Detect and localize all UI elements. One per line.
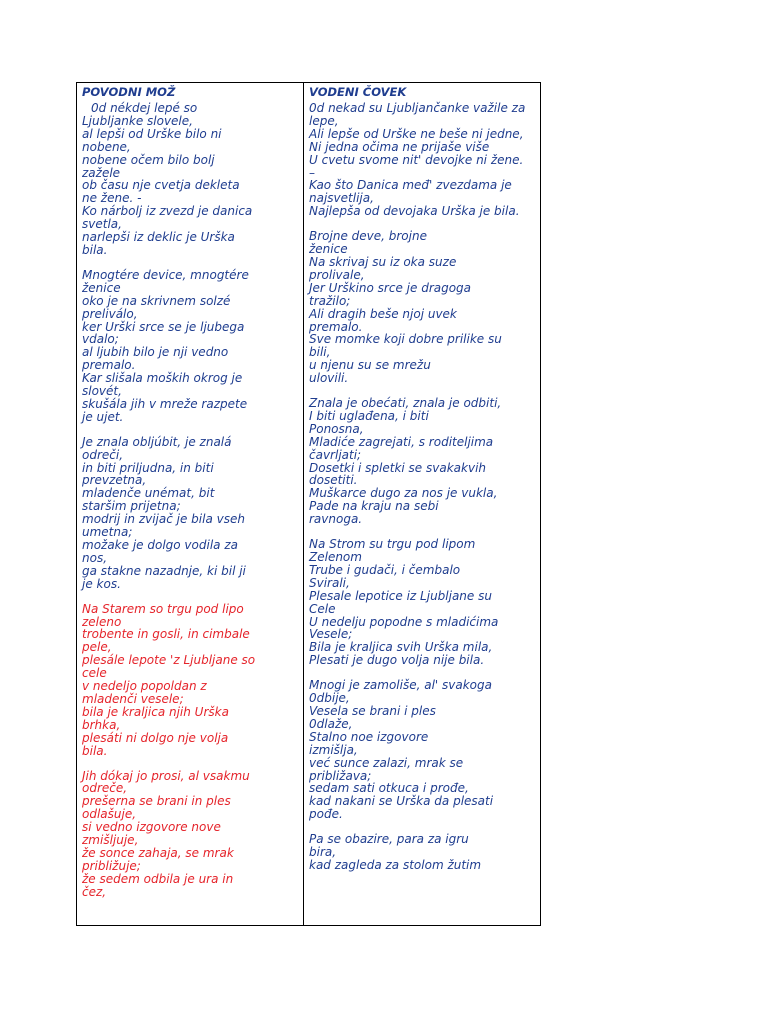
poem-line: –: [309, 165, 315, 180]
right-column-cell: [304, 83, 541, 926]
left-column-heading: POVODNI MOŽ: [82, 85, 176, 99]
poem-line: ravnoga.: [309, 512, 363, 527]
poem-line: nobene očem bilo bolj: [82, 152, 215, 167]
poem-line: prolivale,: [309, 267, 365, 282]
poem-line: pele,: [82, 640, 112, 655]
left-column-cell: [77, 83, 304, 926]
poem-line: premalo.: [309, 319, 363, 334]
poem-line: čez,: [82, 884, 107, 899]
poem-line: slovét,: [82, 384, 122, 399]
poem-line: ženice: [309, 242, 348, 257]
poem-line: ker Urški srce se je ljubega: [82, 319, 245, 334]
poem-line: že sonce zahaja, se mrak: [82, 845, 234, 860]
poem-line: Cele: [309, 601, 336, 616]
poem-line: Na Strom su trgu pod lipom: [309, 537, 476, 552]
poem-line: najsvetlija,: [309, 191, 374, 206]
poem-line: odreče,: [82, 781, 128, 796]
stanza: [309, 679, 535, 821]
right-column-heading: VODENI ČOVEK: [309, 85, 407, 99]
poem-line: izmišlja,: [309, 742, 358, 757]
poem-line: sedam sati otkuca i prođe,: [309, 781, 469, 796]
poem-line: je kos.: [82, 576, 121, 591]
poem-line: Dosetki i spletki se svakakvih: [309, 460, 487, 475]
poem-line: ga stakne nazadnje, ki bil ji: [82, 563, 246, 578]
poem-line: pođe.: [309, 807, 343, 822]
poem-line: Je znala obljúbit, je znalá: [82, 434, 232, 449]
poem-line: Jer Urškino srce je dragoga: [309, 280, 472, 295]
poem-line: Pade na kraju na sebi: [309, 499, 439, 514]
poem-line: preliválo,: [82, 306, 138, 321]
poem-line: Vesela se brani i ples: [309, 703, 436, 718]
poem-line: 0d nékdej lepé so: [91, 101, 198, 115]
poem-line: bila.: [82, 242, 108, 257]
poem-line: narlepši iz deklic je Urška: [82, 230, 235, 245]
poem-line: cele: [82, 666, 107, 681]
poem-line: U cvetu svome nit' devojke ni žene.: [309, 152, 524, 167]
poem-line: Ali lepše od Urške ne beše ni jedne,: [309, 126, 524, 141]
poem-line: ne žene. -: [82, 191, 142, 206]
poem-line: zmišljuje,: [82, 833, 139, 848]
left-poem-text: [82, 102, 298, 899]
poem-line: dosetiti.: [309, 473, 358, 488]
poem-comparison-table: [76, 82, 541, 926]
poem-line: Sve momke koji dobre prilike su: [309, 332, 502, 347]
poem-line: tražilo;: [309, 293, 351, 308]
poem-line: bili,: [309, 345, 331, 360]
poem-line: već sunce zalazi, mrak se: [309, 755, 464, 770]
poem-line: mladenče unémat, bit: [82, 486, 215, 501]
poem-line: Jih dókaj jo prosi, al vsakmu: [82, 768, 250, 783]
poem-line: je ujet.: [82, 409, 124, 424]
poem-line: 0dbije,: [309, 691, 350, 706]
poem-line: zažele: [82, 165, 121, 180]
poem-line: bila.: [82, 743, 108, 758]
poem-line: skušála jih v mreže razpete: [82, 396, 248, 411]
poem-line: Na Starem so trgu pod lipo: [82, 601, 244, 616]
stanza: [82, 603, 298, 758]
right-poem-text: [309, 102, 535, 872]
poem-line: oko je na skrivnem solzé: [82, 293, 231, 308]
stanza: [309, 538, 535, 667]
poem-line: Ali dragih beše njoj uvek: [309, 306, 457, 321]
stanza: [82, 770, 298, 899]
poem-line: ženice: [82, 280, 121, 295]
poem-line: bira,: [309, 845, 337, 860]
poem-line: u njenu su se mrežu: [309, 358, 431, 373]
poem-line: Mnogtére device, mnogtére: [82, 267, 249, 282]
poem-line: Brojne deve, brojne: [309, 229, 427, 244]
poem-line: kad zagleda za stolom žutim: [309, 857, 482, 872]
poem-line: Mladiće zagrejati, s roditeljima: [309, 434, 494, 449]
poem-line: Plesati je dugo volja nije bila.: [309, 653, 485, 668]
poem-line: premalo.: [82, 358, 136, 373]
poem-line: Bila je kraljica svih Urška mila,: [309, 640, 493, 655]
poem-line: Pa se obazire, para za igru: [309, 832, 469, 847]
table-row: [77, 83, 541, 926]
poem-line: Ni jedna očima ne prijaše više: [309, 139, 490, 154]
poem-line: odlašuje,: [82, 807, 137, 822]
stanza: [82, 102, 298, 257]
poem-line: mladenči vesele;: [82, 691, 184, 706]
poem-line: vdalo;: [82, 332, 119, 347]
poem-line: I biti uglađena, i biti: [309, 408, 429, 423]
poem-line: nos,: [82, 550, 108, 565]
poem-line: U nedelju popodne s mladićima: [309, 614, 499, 629]
poem-line: zeleno: [82, 614, 122, 629]
stanza: [309, 833, 535, 872]
stanza: [309, 230, 535, 385]
poem-line: Mnogi je zamoliše, al' svakoga: [309, 678, 492, 693]
poem-line: lepe,: [309, 113, 339, 128]
poem-line: Muškarce dugo za nos je vukla,: [309, 486, 498, 501]
poem-line: si vedno izgovore nove: [82, 820, 221, 835]
poem-line: Plesale lepotice iz Ljubljane su: [309, 588, 492, 603]
poem-line: prešerna se brani in ples: [82, 794, 231, 809]
poem-line: kad nakani se Urška da plesati: [309, 794, 494, 809]
poem-line: plesále lepote 'z Ljubljane so: [82, 653, 256, 668]
poem-line: Kao što Danica međ' zvezdama je: [309, 178, 512, 193]
poem-line: Znala je obećati, znala je odbiti,: [309, 396, 502, 411]
poem-line: že sedem odbila je ura in: [82, 871, 234, 886]
poem-line: brhka,: [82, 717, 121, 732]
stanza: [309, 397, 535, 526]
poem-line: al ljubih bilo je nji vedno: [82, 345, 229, 360]
poem-line: približuje;: [82, 858, 141, 873]
poem-line: plesáti ni dolgo nje volja: [82, 730, 229, 745]
poem-line: v nedeljo popoldan z: [82, 679, 207, 694]
poem-line: Svirali,: [309, 575, 350, 590]
poem-line: umetna;: [82, 525, 133, 540]
poem-line: Na skrivaj su iz oka suze: [309, 254, 457, 269]
poem-line: Kar slišala moških okrog je: [82, 371, 243, 386]
poem-line: čavrljati;: [309, 447, 362, 462]
poem-line: Trube i gudači, i čembalo: [309, 562, 461, 577]
stanza: [82, 269, 298, 424]
poem-line: in biti priljudna, in biti: [82, 460, 214, 475]
poem-line: Zelenom: [309, 550, 362, 564]
poem-line: približava;: [309, 768, 372, 783]
poem-line: Ko nárbolj iz zvezd je danica: [82, 204, 253, 219]
poem-line: Stalno noe izgovore: [309, 729, 429, 744]
poem-line: staršim prijetna;: [82, 499, 181, 514]
poem-line: 0d nekad su Ljubljančanke važile za: [309, 101, 526, 115]
poem-line: možake je dolgo vodila za: [82, 538, 238, 552]
poem-line: prevzetna,: [82, 473, 147, 488]
poem-line: odreči,: [82, 447, 124, 462]
poem-line: Ljubljanke slovele,: [82, 113, 193, 128]
poem-line: nobene,: [82, 139, 131, 154]
poem-line: ob času nje cvetja dekleta: [82, 178, 240, 193]
poem-line: Ponosna,: [309, 421, 364, 436]
stanza: [309, 102, 535, 218]
poem-line: Najlepša od devojaka Urška je bila.: [309, 204, 520, 219]
poem-line: svetla,: [82, 217, 122, 232]
poem-line: bila je kraljica njih Urška: [82, 704, 229, 719]
poem-line: modrij in zvijač je bila vseh: [82, 512, 245, 527]
poem-line: trobente in gosli, in cimbale: [82, 627, 250, 642]
poem-line: 0dlaže,: [309, 716, 353, 731]
poem-line: al lepši od Urške bilo ni: [82, 126, 222, 141]
poem-line: ulovili.: [309, 371, 349, 386]
stanza: [82, 436, 298, 591]
poem-line: Vesele;: [309, 627, 353, 642]
